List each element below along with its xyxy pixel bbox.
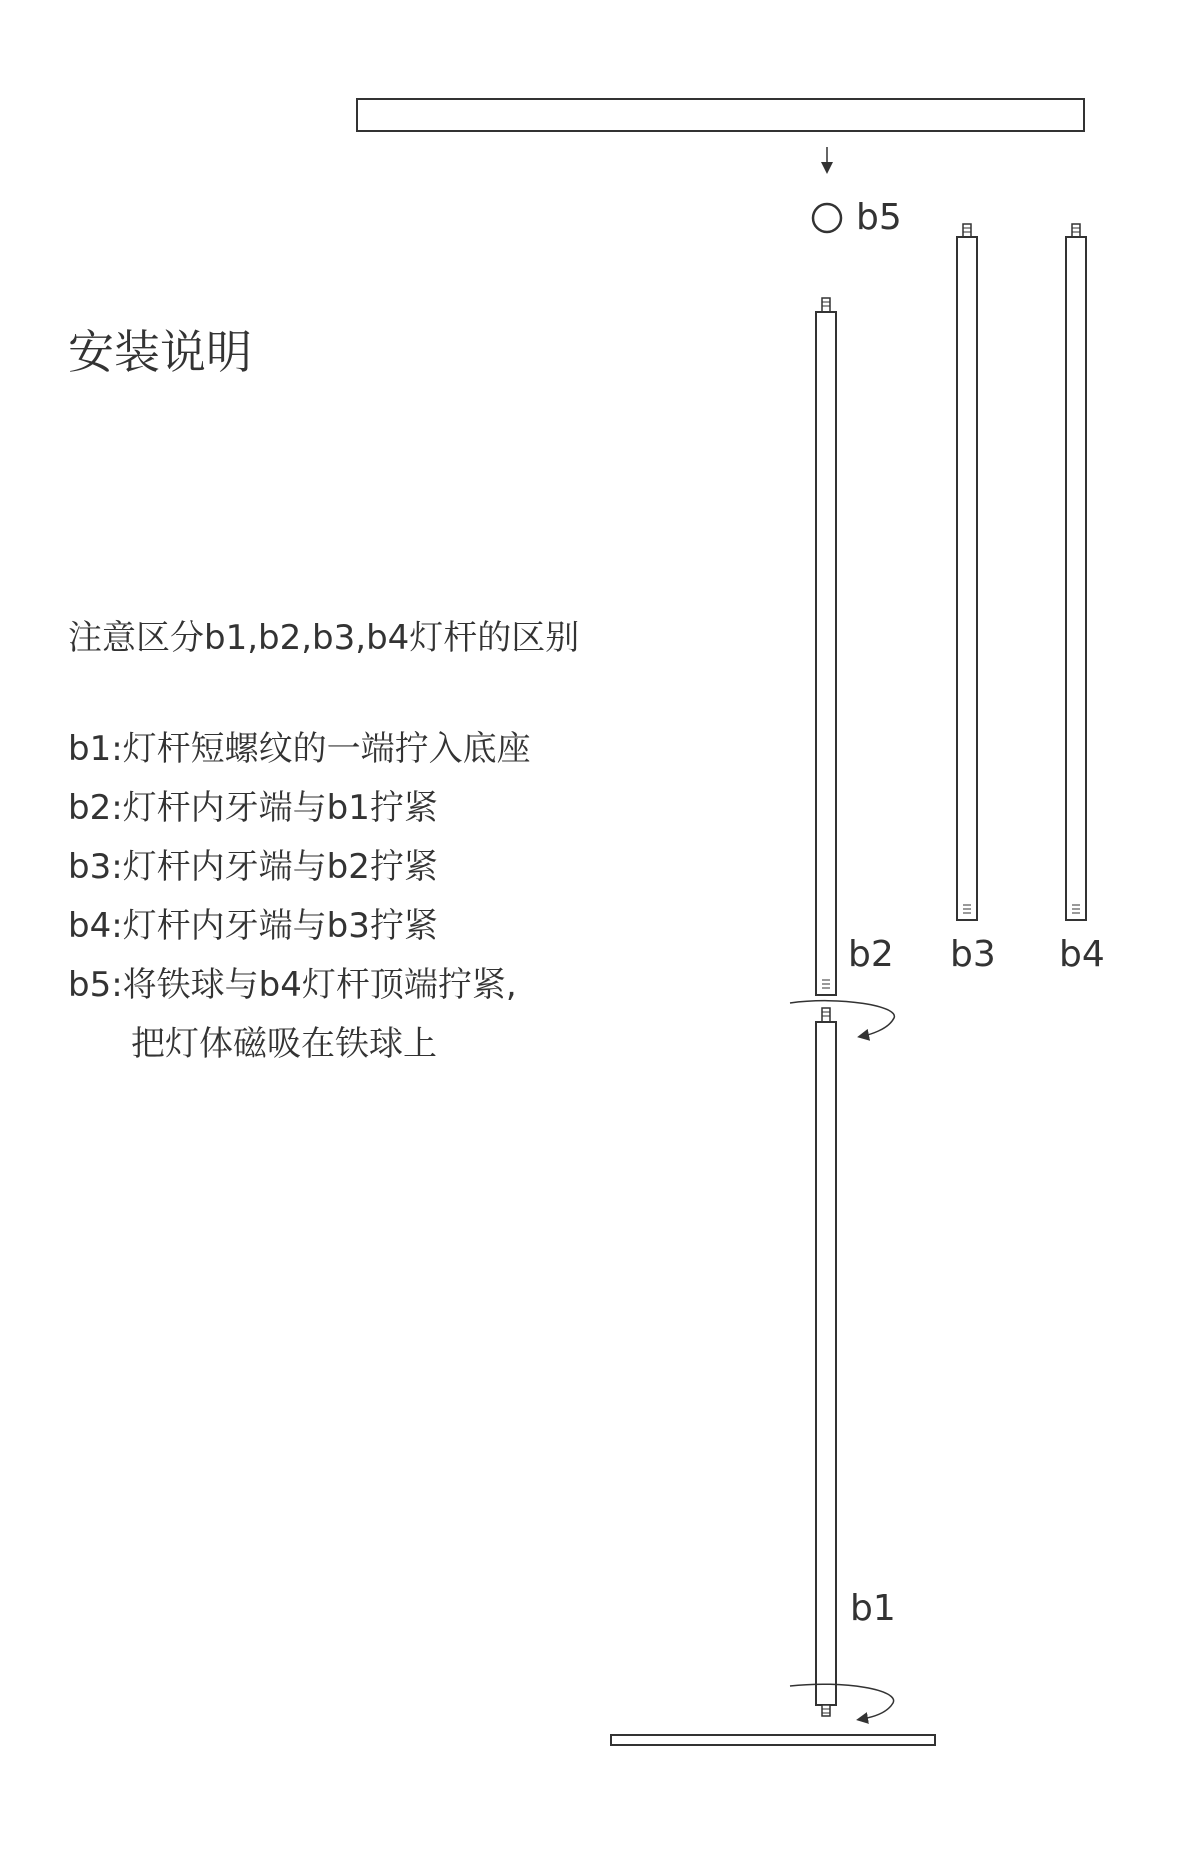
rod-b3 [957,224,977,920]
note-text: 注意区分b1,b2,b3,b4灯杆的区别 [68,618,580,658]
step-b5-continued: 把灯体磁吸在铁球上 [131,1024,437,1064]
rotate-arrow-b2 [790,1001,894,1036]
label-b3: b3 [950,934,996,975]
page-title: 安装说明 [68,325,252,379]
base-plate [611,1735,935,1745]
lamp-head [357,99,1084,131]
rod-b4 [1066,224,1086,920]
label-b4: b4 [1059,934,1105,975]
step-b3: b3:灯杆内牙端与b2拧紧 [68,847,438,887]
rod-b2 [816,298,836,995]
label-b5: b5 [856,197,902,238]
rotate-arrow-b1 [790,1684,894,1719]
step-b4: b4:灯杆内牙端与b3拧紧 [68,906,438,946]
label-b1: b1 [850,1588,896,1629]
label-b2: b2 [848,934,894,975]
step-b5: b5:将铁球与b4灯杆顶端拧紧, [68,965,517,1005]
step-b1: b1:灯杆短螺纹的一端拧入底座 [68,729,531,769]
iron-ball-b5 [813,204,841,232]
step-b2: b2:灯杆内牙端与b1拧紧 [68,788,438,828]
rod-b1 [816,1008,836,1716]
instruction-list [68,720,531,1074]
